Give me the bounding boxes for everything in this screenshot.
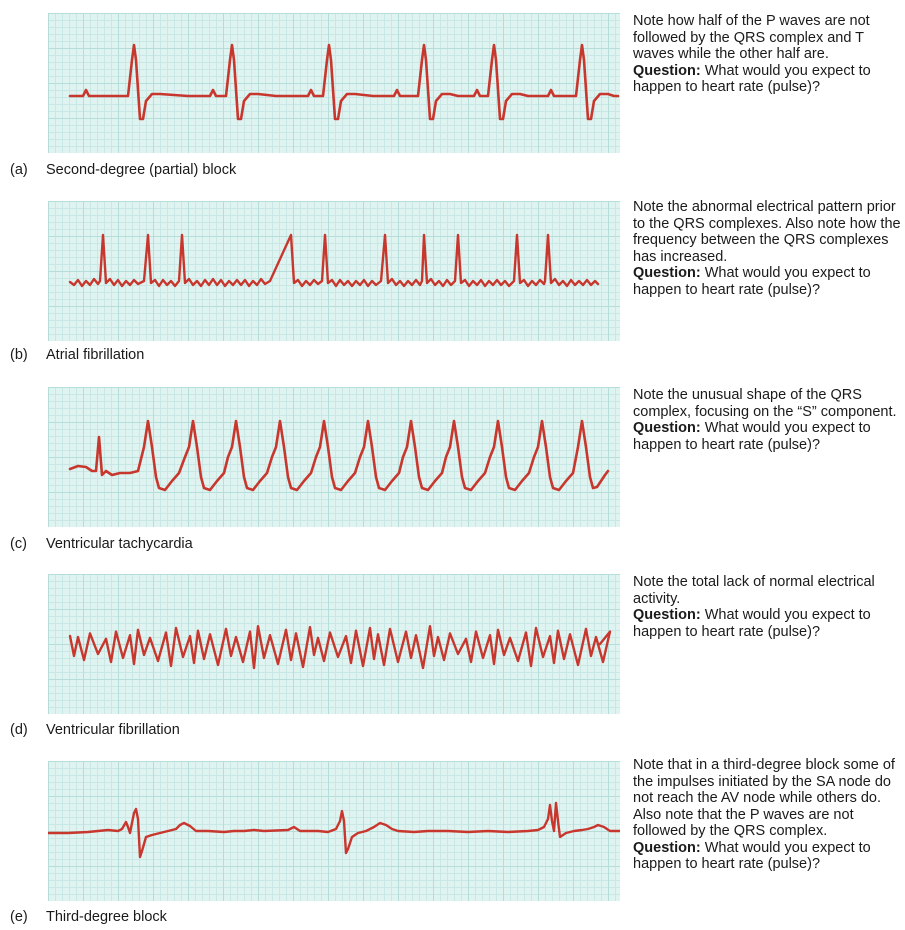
caption-text-c: Ventricular tachycardia (46, 536, 193, 552)
panel-letter-b: (b) (10, 347, 28, 363)
caption-text-d: Ventricular fibrillation (46, 722, 180, 738)
caption-a (10, 162, 236, 178)
note-d (633, 574, 901, 640)
question-label-a: Question: (633, 62, 701, 79)
question-label-b: Question: (633, 265, 701, 281)
note-c (633, 387, 901, 453)
ecg-strip-c (48, 387, 620, 527)
question-label-e: Question: (633, 839, 701, 856)
question-text-a: What would you expect to happen to heart rate (pulse)? (633, 62, 871, 95)
question-text-e: What would you expect to happen to heart rate (pulse)? (633, 839, 871, 872)
note-text-b: Note the abnormal electrical pattern prior to the QRS complexes. Also note how the frequency between the QRS complexes has increased. (633, 199, 901, 265)
question-text-d: What would you expect to happen to heart rate (pulse)? (633, 607, 871, 640)
panel-letter-c: (c) (10, 536, 27, 552)
panel-letter-d: (d) (10, 722, 28, 738)
ecg-trace-a (48, 13, 620, 153)
ecg-strip-e (48, 761, 620, 901)
ecg-trace-c (48, 387, 620, 527)
question-label-d: Question: (633, 607, 701, 623)
question-label-c: Question: (633, 420, 701, 436)
note-text-e: Note that in a third-degree block some of the impulses initiated by the SA node do not reach the AV node while others do. Also note that the P waves are not followed by the QRS complex. (633, 757, 895, 839)
caption-text-a: Second-degree (partial) block (46, 162, 237, 178)
caption-text-e: Third-degree block (46, 909, 167, 925)
panel-letter-a: (a) (10, 162, 28, 178)
ecg-trace-e (48, 761, 620, 901)
ecg-trace-d (48, 574, 620, 714)
note-a (633, 13, 901, 96)
note-text-d: Note the total lack of normal electrical activity. (633, 574, 875, 607)
question-text-b: What would you expect to happen to heart rate (pulse)? (633, 265, 871, 298)
caption-b (10, 347, 144, 363)
question-text-c: What would you expect to happen to heart rate (pulse)? (633, 420, 871, 453)
caption-e (10, 909, 167, 925)
caption-text-b: Atrial fibrillation (46, 347, 145, 363)
ecg-strip-b (48, 201, 620, 341)
note-e (633, 757, 901, 873)
panel-letter-e: (e) (10, 909, 28, 925)
ecg-strip-d (48, 574, 620, 714)
note-text-a: Note how half of the P waves are not followed by the QRS complex and T waves while the other half are. (633, 13, 870, 62)
ecg-trace-b (48, 201, 620, 341)
caption-d (10, 722, 180, 738)
ecg-strip-a (48, 13, 620, 153)
note-text-c: Note the unusual shape of the QRS complex, focusing on the “S” component. (633, 387, 897, 420)
note-b (633, 199, 901, 298)
caption-c (10, 536, 193, 552)
